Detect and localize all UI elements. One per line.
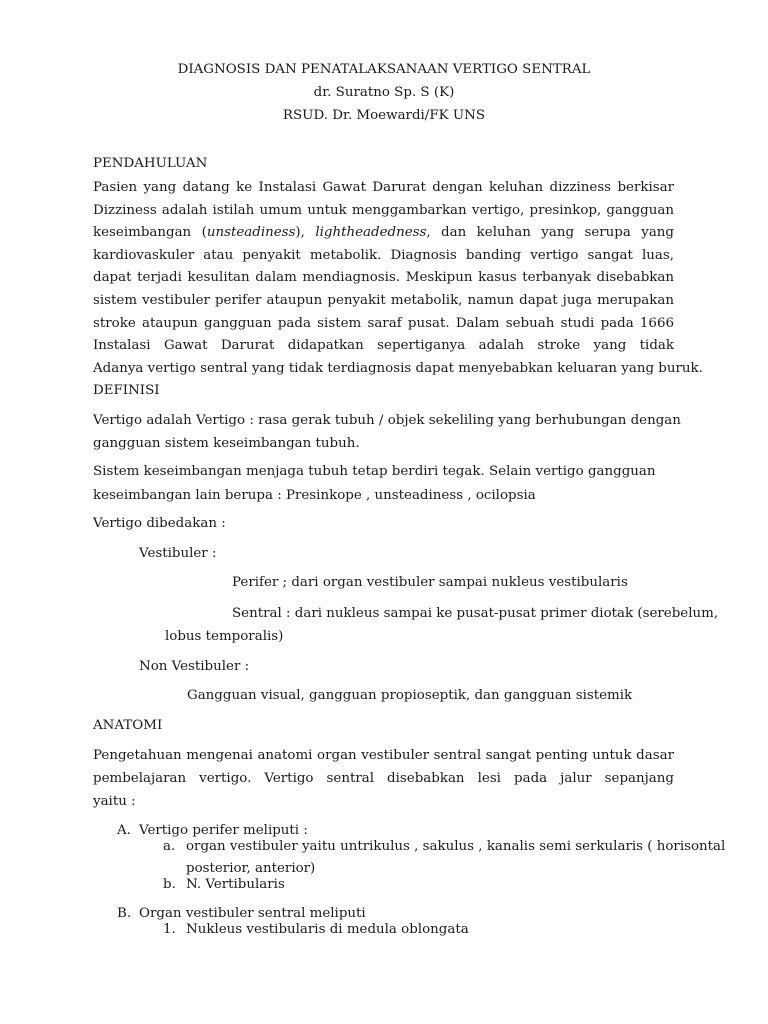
definition-line: keseimbangan lain berupa : Presinkope , unsteadiness , ocilopsia (93, 488, 536, 503)
definition-line: Vertigo dibedakan : (93, 516, 226, 531)
paragraph-line: kardiovaskuler atau penyakit metabolik. Diagnosis banding vertigo sangat luas, (93, 248, 674, 263)
sublist-item-organ: organ vestibuler yaitu untrikulus , sakulus , kanalis semi serkularis ( horisontal (186, 839, 726, 854)
sublist-item-organ-cont: posterior, anterior) (186, 861, 316, 876)
list-marker: 1. (163, 922, 176, 937)
affiliation-line: RSUD. Dr. Moewardi/FK UNS (282, 108, 486, 123)
list-item-sentral: Sentral : dari nukleus sampai ke pusat-pusat primer diotak (serebelum, (232, 606, 719, 621)
heading-anatomi: ANATOMI (93, 718, 163, 733)
list-marker: B. (117, 906, 132, 921)
sublist-item-vertibularis: N. Vertibularis (186, 877, 285, 892)
definition-line: Sistem keseimbangan menjaga tubuh tetap berdiri tegak. Selain vertigo gangguan (93, 464, 656, 479)
category-vestibuler: Vestibuler : (139, 546, 217, 561)
paragraph-line: Dizziness adalah istilah umum untuk menggambarkan vertigo, presinkop, gangguan (93, 203, 674, 218)
list-item-perifer: Perifer ; dari organ vestibuler sampai nukleus vestibularis (232, 575, 628, 590)
list-marker: b. (163, 877, 176, 892)
paragraph-line: stroke ataupun gangguan pada sistem saraf pusat. Dalam sebuah studi pada 1666 (93, 316, 674, 331)
paragraph-line-last: yaitu : (93, 794, 136, 809)
paragraph-line: Pengetahuan mengenai anatomi organ vestibuler sentral sangat penting untuk dasar (93, 748, 674, 763)
paragraph-line-last: Adanya vertigo sentral yang tidak terdiagnosis dapat menyebabkan keluaran yang buruk. (93, 361, 703, 376)
paragraph-line: sistem vestibuler perifer ataupun penyakit metabolik, namun dapat juga merupakan (93, 293, 674, 308)
sublist-item-nukleus: Nukleus vestibularis di medula oblongata (186, 922, 469, 937)
heading-pendahuluan: PENDAHULUAN (93, 156, 208, 171)
heading-definisi: DEFINISI (93, 383, 160, 398)
list-item-vertigo-perifer: Vertigo perifer meliputi : (139, 823, 308, 838)
italic-term: unsteadiness (206, 225, 296, 240)
list-item-gangguan: Gangguan visual, gangguan propioseptik, dan gangguan sistemik (187, 688, 633, 703)
italic-term: lightheadedness (315, 225, 427, 240)
paragraph-line: Instalasi Gawat Darurat didapatkan sepertiganya adalah stroke yang tidak (93, 338, 674, 353)
paragraph-line: dapat terjadi kesulitan dalam mendiagnosis. Meskipun kasus terbanyak disebabkan (93, 270, 674, 285)
text-fragment: , dan keluhan yang serupa yang (426, 225, 674, 240)
paragraph-line-italic-terms (93, 224, 674, 242)
document-title: DIAGNOSIS DAN PENATALAKSANAAN VERTIGO SENTRAL (177, 62, 591, 77)
definition-line: gangguan sistem keseimbangan tubuh. (93, 436, 360, 451)
list-item-organ-sentral: Organ vestibuler sentral meliputi (139, 906, 366, 921)
list-item-sentral-cont: lobus temporalis) (165, 629, 284, 644)
text-fragment: keseimbangan ( (93, 225, 207, 240)
category-non-vestibuler: Non Vestibuler : (139, 659, 250, 674)
definition-line: Vertigo adalah Vertigo : rasa gerak tubuh / objek sekeliling yang berhubungan dengan (93, 413, 681, 428)
paragraph-line: Pasien yang datang ke Instalasi Gawat Darurat dengan keluhan dizziness berkisar (93, 180, 674, 195)
paragraph-line: pembelajaran vertigo. Vertigo sentral disebabkan lesi pada jalur sepanjang (93, 771, 674, 786)
author-line: dr. Suratno Sp. S (K) (313, 85, 455, 100)
list-marker: a. (163, 839, 176, 854)
list-marker: A. (117, 823, 131, 838)
text-fragment: ), (295, 225, 316, 240)
